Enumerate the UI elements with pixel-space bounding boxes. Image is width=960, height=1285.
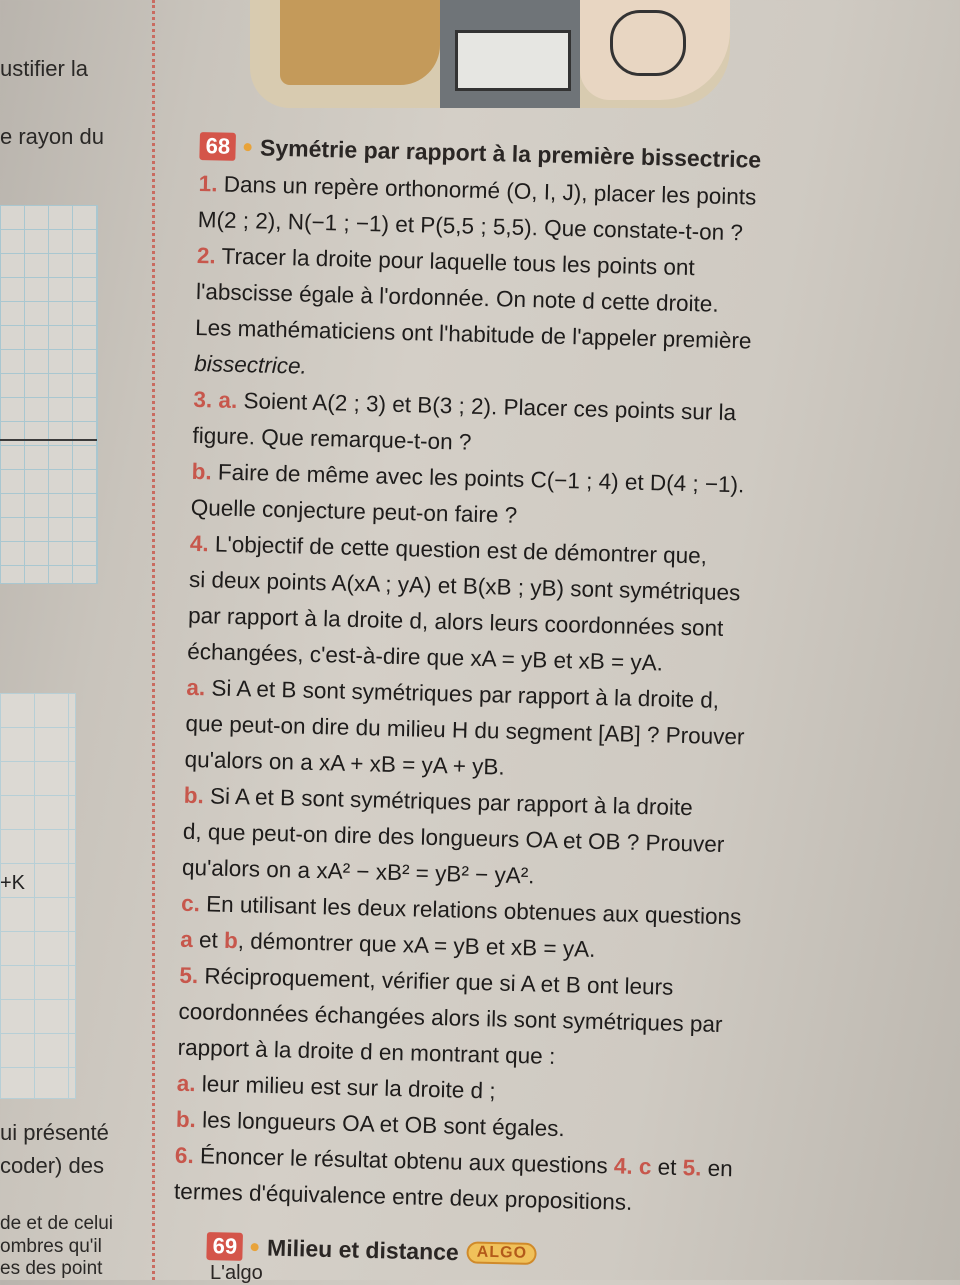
cartoon-illustration: [250, 0, 730, 108]
left-text-line: es des point: [0, 1258, 103, 1279]
question-5a: a. leur milieu est sur la droite d ;: [176, 1070, 496, 1104]
question-4c: c. En utilisant les deux relations obtenues aux questions: [180, 890, 742, 930]
question-4b: b. Si A et B sont symétriques par rapport à la droite: [183, 782, 693, 821]
left-text-line: ui présenté: [0, 1120, 109, 1145]
grid-figure: [0, 693, 76, 1099]
question-text-line: figure. Que remarque-t-on ?: [192, 422, 472, 455]
exercise-title: Symétrie par rapport à la première bissectrice: [259, 133, 762, 173]
column-divider: [152, 0, 155, 1280]
algo-tag: ALGO: [467, 1241, 538, 1265]
left-column: [0, 0, 150, 1280]
question-text-line: si deux points A(xA ; yA) et B(xB ; yB) sont symétriques: [188, 566, 741, 606]
question-3b: b. Faire de même avec les points C(−1 ; 4) et D(4 ; −1).: [191, 458, 745, 498]
left-text-line: e rayon du: [0, 124, 104, 149]
question-4: 4. L'objectif de cette question est de démontrer que,: [189, 530, 708, 569]
question-text-line: M(2 ; 2), N(−1 ; −1) et P(5,5 ; 5,5). Que constate-t-on ?: [197, 206, 744, 246]
question-5b: b. les longueurs OA et OB sont égales.: [175, 1106, 566, 1142]
question-text-line: termes d'équivalence entre deux propositions.: [173, 1178, 633, 1215]
question-4a: a. Si A et B sont symétriques par rapport à la droite d,: [186, 674, 720, 713]
point-label-k: +K: [0, 872, 26, 894]
exercise-title: Milieu et distance: [266, 1233, 460, 1265]
left-text-line: ombres qu'il: [0, 1236, 102, 1257]
left-text-line: ustifier la: [0, 56, 89, 81]
question-text-line: échangées, c'est-à-dire que xA = yB et xB = yA.: [187, 638, 664, 676]
question-text-line: qu'alors on a xA + xB = yA + yB.: [184, 746, 505, 780]
question-text-line: d, que peut-on dire des longueurs OA et OB ? Prouver: [182, 818, 725, 858]
question-5: 5. Réciproquement, vérifier que si A et B ont leurs: [179, 962, 674, 1000]
axis-line: [0, 439, 97, 441]
exercise-number-badge: 68: [199, 132, 236, 161]
exercise-number-badge: 69: [206, 1232, 243, 1261]
question-6: 6. Énoncer le résultat obtenu aux questions 4. c et 5. en: [174, 1142, 734, 1182]
question-text-line: qu'alors on a xA² − xB² = yB² − yA².: [181, 854, 535, 889]
question-text-line: Quelle conjecture peut-on faire ?: [190, 494, 518, 528]
question-text-line: l'abscisse égale à l'ordonnée. On note d cette droite.: [195, 278, 719, 317]
question-text-line: par rapport à la droite d, alors leurs coordonnées sont: [187, 602, 724, 641]
bullet-dot-icon: [251, 1243, 259, 1251]
exercise-68: [174, 132, 840, 1225]
grid-figure: [0, 205, 98, 584]
question-text-line: que peut-on dire du milieu H du segment [AB] ? Prouver: [185, 710, 745, 750]
question-text-line: rapport à la droite d en montrant que :: [177, 1034, 556, 1069]
left-text-line: de et de celui: [0, 1213, 114, 1234]
question-3a: 3. a. Soient A(2 ; 3) et B(3 ; 2). Placer ces points sur la: [193, 386, 737, 426]
next-text-line: L'algo: [210, 1262, 263, 1284]
question-2: 2. Tracer la droite pour laquelle tous les points ont: [196, 242, 695, 281]
question-text-line: coordonnées échangées alors ils sont symétriques par: [178, 998, 723, 1038]
question-1: 1. Dans un repère orthonormé (O, I, J), placer les points: [198, 170, 757, 210]
question-text-line: a et b, démontrer que xA = yB et xB = yA.: [179, 926, 596, 962]
question-text-line: Les mathématiciens ont l'habitude de l'appeler première: [194, 314, 752, 354]
bullet-dot-icon: [244, 143, 252, 151]
question-text-line: bissectrice.: [194, 350, 308, 379]
left-text-line: coder) des: [0, 1153, 104, 1178]
